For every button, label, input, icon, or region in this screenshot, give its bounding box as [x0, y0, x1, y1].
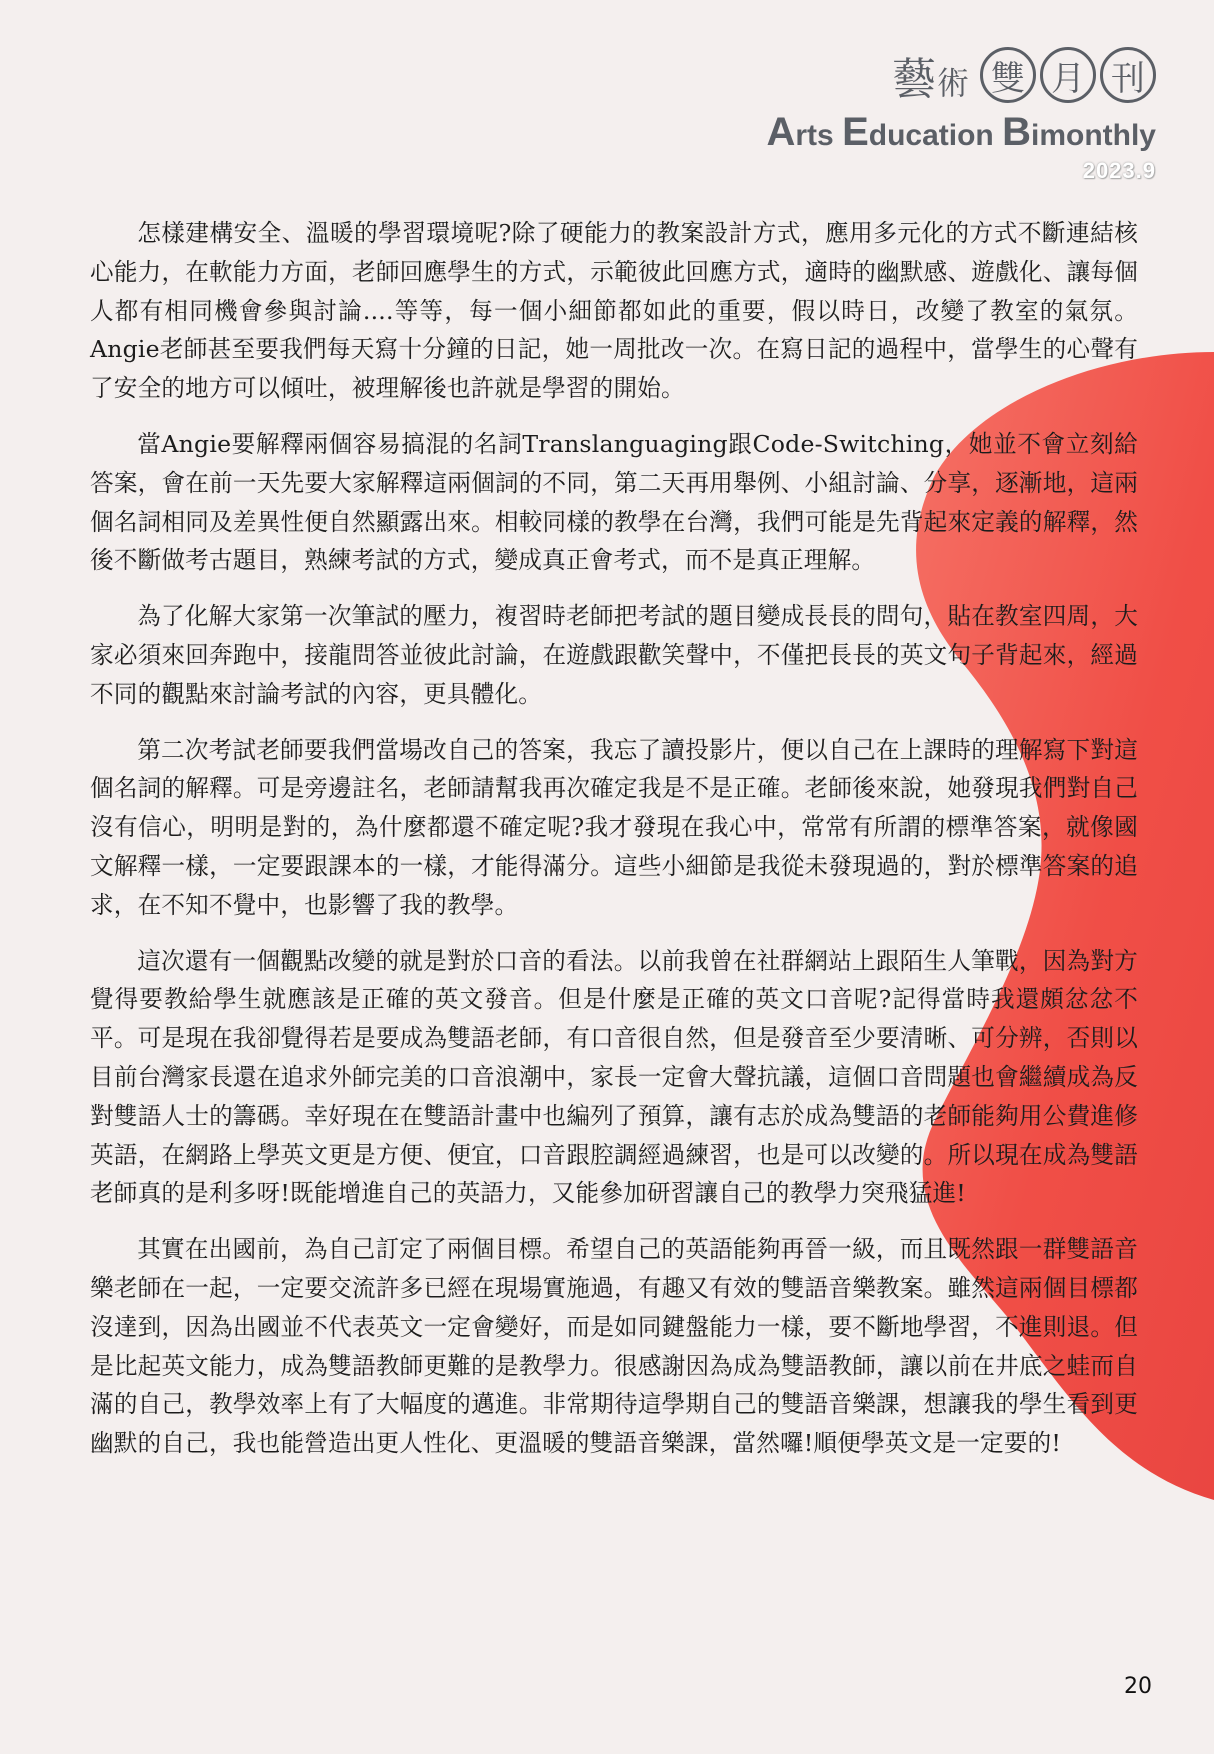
masthead-circle-char: 雙 [980, 47, 1036, 103]
article-paragraph: 怎樣建構安全、溫暖的學習環境呢?除了硬能力的教案設計方式，應用多元化的方式不斷連結核心能力，在軟能力方面，老師回應學生的方式，示範彼此回應方式，適時的幽默感、遊戲化、讓每個人都有相同機會參與討論....等等，每一個小細節都如此的重要，假以時日，改變了教室的氣氛。Angie老師甚至要我們每天寫十分鐘的日記，她一周批改一次。在寫日記的過程中，當學生的心聲有了安全的地方可以傾吐，被理解後也許就是學習的開始。 [90, 219, 1138, 403]
masthead-char-yi: 藝 [891, 54, 937, 105]
article-paragraph: 這次還有一個觀點改變的就是對於口音的看法。以前我曾在社群網站上跟陌生人筆戰，因為對方覺得要教給學生就應該是正確的英文發音。但是什麼是正確的英文口音呢?記得當時我還頗忿忿不平。可是現在我卻覺得若是要成為雙語老師，有口音很自然，但是發音至少要清晰、可分辨，否則以目前台灣家長還在追求外師完美的口音浪潮中，家長一定會大聲抗議，這個口音問題也會繼續成為反對雙語人士的籌碼。幸好現在在雙語計畫中也編列了預算，讓有志於成為雙語的老師能夠用公費進修英語，在網路上學英文更是方便、便宜，口音跟腔調經過練習，也是可以改變的。所以現在成為雙語老師真的是利多呀!既能增進自己的英語力，又能參加研習讓自己的教學力突飛猛進! [90, 946, 1138, 1208]
article-paragraph: 第二次考試老師要我們當場改自己的答案，我忘了讀投影片，便以自己在上課時的理解寫下對這個名詞的解釋。可是旁邊註名，老師請幫我再次確定我是不是正確。老師後來說，她發現我們對自己沒有信心，明明是對的，為什麼都還不確定呢?我才發現在我心中，常常有所謂的標準答案，就像國文解釋一樣，一定要跟課本的一樣，才能得滿分。這些小細節是我從未發現過的，對於標準答案的追求，在不知不覺中，也影響了我的教學。 [90, 735, 1138, 919]
masthead [736, 40, 1156, 190]
page-number: 20 [1124, 1674, 1152, 1699]
masthead-circle-char: 刊 [1100, 47, 1156, 103]
article-body [90, 214, 1138, 1480]
article-paragraph: 其實在出國前，為自己訂定了兩個目標。希望自己的英語能夠再晉一級，而且既然跟一群雙語音樂老師在一起，一定要交流許多已經在現場實施過，有趣又有效的雙語音樂教案。雖然這兩個目標都沒達到，因為出國並不代表英文一定會變好，而是如同鍵盤能力一樣，要不斷地學習，不進則退。但是比起英文能力，成為雙語教師更難的是教學力。很感謝因為成為雙語教師，讓以前在井底之蛙而自滿的自己，教學效率上有了大幅度的邁進。非常期待這學期自己的雙語音樂課，想讓我的學生看到更幽默的自己，我也能營造出更人性化、更溫暖的雙語音樂課，當然囉!順便學英文是一定要的! [90, 1235, 1138, 1458]
masthead-chinese-title [892, 40, 1156, 110]
article-paragraph: 當Angie要解釋兩個容易搞混的名詞Translanguaging跟Code-Switching，她並不會立刻給答案，會在前一天先要大家解釋這兩個詞的不同，第二天再用舉例、小組討論、分享，逐漸地，這兩個名詞相同及差異性便自然顯露出來。相較同樣的教學在台灣，我們可能是先背起來定義的解釋，然後不斷做考古題目，熟練考試的方式，變成真正會考式，而不是真正理解。 [90, 429, 1138, 575]
article-paragraph: 為了化解大家第一次筆試的壓力，複習時老師把考試的題目變成長長的問句，貼在教室四周，大家必須來回奔跑中，接龍問答並彼此討論，在遊戲跟歡笑聲中，不僅把長長的英文句子背起來，經過不同的觀點來討論考試的內容，更具體化。 [90, 602, 1138, 708]
masthead-char-shu: 術 [936, 64, 970, 102]
masthead-circle-char: 月 [1040, 47, 1096, 103]
issue-date: 2023.9 [1082, 158, 1156, 183]
masthead-english-title: Arts Education Bimonthly [766, 110, 1156, 154]
